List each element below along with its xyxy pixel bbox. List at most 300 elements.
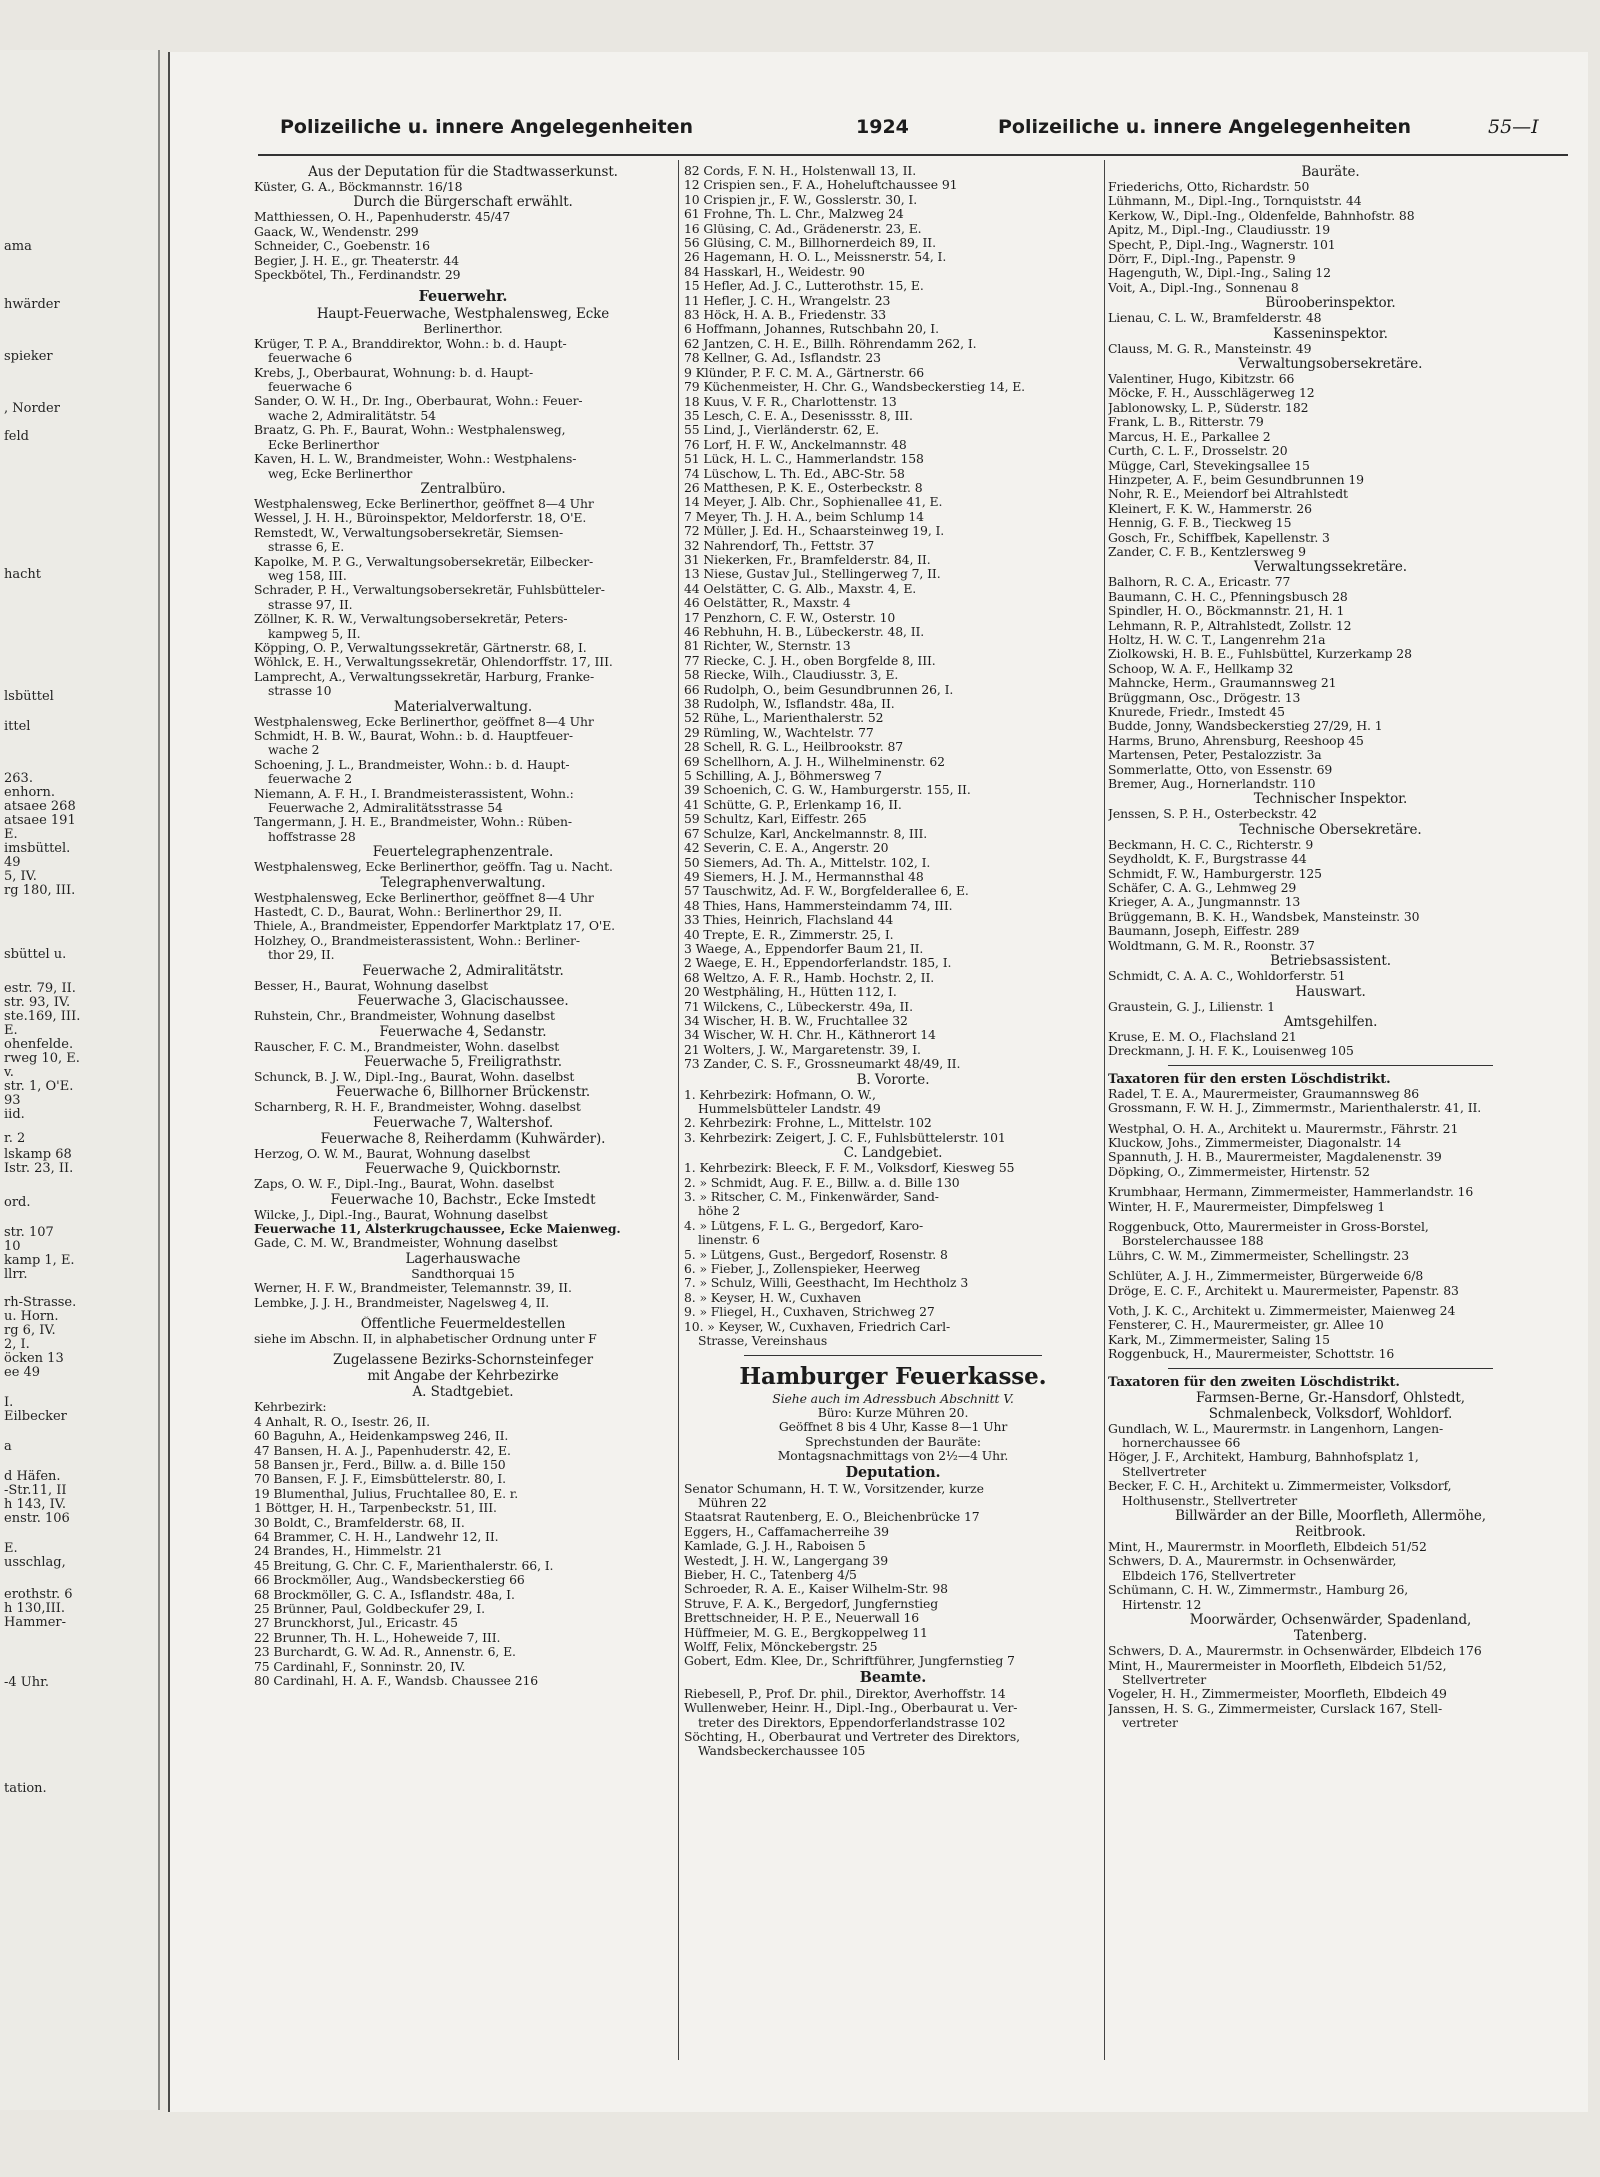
directory-entry: Gaack, W., Wendenstr. 299 xyxy=(254,224,419,239)
entry-continuation: Hirtenstr. 12 xyxy=(1122,1597,1202,1612)
directory-entry: 58 Riecke, Wilh., Claudiusstr. 3, E. xyxy=(684,668,899,683)
directory-entry: Clauss, M. G. R., Mansteinstr. 49 xyxy=(1108,341,1312,356)
section-heading: Moorwärder, Ochsenwärder, Spadenland, xyxy=(1189,1612,1472,1629)
directory-entry: Remstedt, W., Verwaltungsobersekretär, Siemsen- xyxy=(254,525,564,540)
directory-entry: 47 Bansen, H. A. J., Papenhuderstr. 42, E. xyxy=(254,1443,511,1458)
directory-entry: Hüffmeier, M. G. E., Bergkoppelweg 11 xyxy=(684,1625,928,1640)
directory-entry: Kamlade, G. J. H., Raboisen 5 xyxy=(684,1539,866,1554)
directory-entry: 7. » Schulz, Willi, Geesthacht, Im Hechtholz 3 xyxy=(684,1276,969,1291)
entry-continuation: Hummelsbütteler Landstr. 49 xyxy=(698,1102,881,1116)
directory-entry: Voth, J. K. C., Architekt u. Zimmermeister, Maienweg 24 xyxy=(1108,1304,1456,1318)
previous-page-text: E. xyxy=(4,1541,18,1556)
directory-entry: 12 Crispien sen., F. A., Hoheluftchaussee 91 xyxy=(684,178,958,193)
directory-entry: 26 Hagemann, H. O. L., Meissnerstr. 54, I. xyxy=(684,250,947,265)
column-divider xyxy=(1104,160,1105,2060)
directory-entry: 1. Kehrbezirk: Hofmann, O. W., xyxy=(684,1087,876,1102)
directory-entry: 23 Burchardt, G. W. Ad. R., Annenstr. 6, E. xyxy=(254,1645,516,1660)
directory-entry: Baumann, Joseph, Eiffestr. 289 xyxy=(1108,924,1300,939)
directory-entry: 83 Höck, H. A. B., Friedenstr. 33 xyxy=(684,308,887,323)
directory-entry: 17 Penzhorn, C. F. W., Osterstr. 10 xyxy=(684,610,896,625)
directory-entry: Scharnberg, R. H. F., Brandmeister, Wohng. daselbst xyxy=(254,1100,581,1115)
previous-page-text: ee 49 xyxy=(4,1365,41,1380)
directory-entry: 8. » Keyser, H. W., Cuxhaven xyxy=(684,1290,862,1305)
directory-entry: 49 Siemers, H. J. M., Hermannsthal 48 xyxy=(684,869,924,884)
column-divider xyxy=(678,160,679,2060)
directory-entry: 59 Schultz, Karl, Eiffestr. 265 xyxy=(684,812,867,827)
directory-entry: Eggers, H., Caffamacherreihe 39 xyxy=(684,1524,889,1539)
directory-entry: 55 Lind, J., Vierländerstr. 62, E. xyxy=(684,423,879,438)
directory-entry: Schmidt, H. B. W., Baurat, Wohn.: b. d. Hauptfeuer- xyxy=(254,729,573,743)
directory-entry: 52 Rühe, L., Marienthalerstr. 52 xyxy=(684,711,884,726)
running-head-left: Polizeiliche u. innere Angelegenheiten xyxy=(280,116,694,138)
directory-entry: 26 Matthesen, P. K. E., Osterbeckstr. 8 xyxy=(684,480,923,495)
directory-entry: 1 Böttger, H. H., Tarpenbeckstr. 51, III. xyxy=(254,1501,497,1516)
directory-entry: 64 Brammer, C. H. H., Landwehr 12, II. xyxy=(254,1530,499,1545)
previous-page-text: ama xyxy=(4,239,32,254)
directory-entry: Krieger, A. A., Jungmannstr. 13 xyxy=(1108,895,1301,910)
directory-entry: Kark, M., Zimmermeister, Saling 15 xyxy=(1108,1332,1330,1347)
previous-page-text: v. xyxy=(4,1065,14,1080)
directory-entry: 61 Frohne, Th. L. Chr., Malzweg 24 xyxy=(684,207,904,222)
previous-page-edge xyxy=(0,50,160,2110)
directory-entry: Radel, T. E. A., Maurermeister, Graumannsweg 86 xyxy=(1108,1086,1420,1101)
directory-entry: Roggenbuck, H., Maurermeister, Schottstr. 16 xyxy=(1108,1347,1395,1362)
entry-continuation: kampweg 5, II. xyxy=(268,626,361,641)
directory-entry: 77 Riecke, C. J. H., oben Borgfelde 8, III. xyxy=(684,653,936,668)
directory-entry: 32 Nahrendorf, Th., Fettstr. 37 xyxy=(684,538,875,553)
directory-entry: Mint, H., Maurermstr. in Moorfleth, Elbdeich 51/52 xyxy=(1108,1540,1427,1555)
page-number: 55—I xyxy=(1488,116,1539,138)
directory-entry: Feuerwache 11, Alsterkrugchaussee, Ecke Maienweg. xyxy=(254,1221,621,1236)
directory-entry: Kerkow, W., Dipl.-Ing., Oldenfelde, Bahnhofstr. 88 xyxy=(1108,208,1415,223)
directory-entry: 30 Boldt, C., Bramfelderstr. 68, II. xyxy=(254,1515,465,1530)
directory-entry: Speckbötel, Th., Ferdinandstr. 29 xyxy=(254,268,461,283)
directory-entry: Wullenweber, Heinr. H., Dipl.-Ing., Oberbaurat u. Ver- xyxy=(684,1701,1018,1716)
directory-entry: Winter, H. F., Maurermeister, Dimpfelsweg 1 xyxy=(1108,1199,1385,1214)
previous-page-text: lsbüttel xyxy=(4,689,54,704)
section-heading: Technischer Inspektor. xyxy=(1253,791,1408,808)
directory-entry: 57 Tauschwitz, Ad. F. W., Borgfelderallee 6, E. xyxy=(684,884,969,899)
directory-entry: Lehmann, R. P., Altrahlstedt, Zollstr. 12 xyxy=(1108,618,1352,633)
section-heading: Billwärder an der Bille, Moorfleth, Allermöhe, xyxy=(1175,1508,1486,1525)
directory-entry: 34 Wischer, W. H. Chr. H., Käthnerort 14 xyxy=(684,1028,936,1043)
directory-entry: Köpping, O. P., Verwaltungssekretär, Gärtnerstr. 68, I. xyxy=(254,640,587,655)
entry-continuation: höhe 2 xyxy=(698,1204,740,1219)
previous-page-text: 2, I. xyxy=(4,1337,30,1352)
entry-continuation: strasse 97, II. xyxy=(268,597,353,612)
entry-continuation: strasse 10 xyxy=(268,684,332,699)
previous-page-text: 10 xyxy=(4,1239,21,1254)
previous-page-text: estr. 79, II. xyxy=(4,981,76,996)
previous-page-text: sbüttel u. xyxy=(4,947,67,962)
previous-page-text: h 143, IV. xyxy=(4,1497,66,1512)
entry-continuation: hornerchaussee 66 xyxy=(1122,1436,1241,1451)
section-heading: Bürooberinspektor. xyxy=(1265,295,1396,312)
directory-entry: Höger, J. F., Architekt, Hamburg, Bahnhofsplatz 1, xyxy=(1108,1450,1419,1465)
entry-continuation: vertreter xyxy=(1122,1716,1178,1731)
directory-entry: 9 Klünder, P. F. C. M. A., Gärtnerstr. 66 xyxy=(684,365,925,380)
previous-page-text: -Str.11, II xyxy=(4,1483,67,1498)
directory-entry: Berlinerthor. xyxy=(423,322,503,337)
directory-entry: 13 Niese, Gustav Jul., Stellingerweg 7, II. xyxy=(684,567,941,582)
directory-entry: 75 Cardinahl, F., Sonninstr. 20, IV. xyxy=(254,1659,466,1674)
directory-entry: Schwers, D. A., Maurermstr. in Ochsenwärder, Elbdeich 176 xyxy=(1108,1644,1482,1659)
previous-page-text: usschlag, xyxy=(4,1555,66,1570)
directory-entry: 5 Schilling, A. J., Böhmersweg 7 xyxy=(684,769,882,784)
directory-entry: 68 Weltzo, A. F. R., Hamb. Hochstr. 2, II. xyxy=(684,970,935,985)
previous-page-text: rh-Strasse. xyxy=(4,1295,77,1310)
directory-entry: 69 Schellhorn, A. J. H., Wilhelminenstr. 62 xyxy=(684,754,945,769)
directory-entry: Dörr, F., Dipl.-Ing., Papenstr. 9 xyxy=(1108,252,1296,267)
directory-entry: 3. Kehrbezirk: Zeigert, J. C. F., Fuhlsbüttelerstr. 101 xyxy=(684,1130,1006,1145)
section-heading: Reitbrook. xyxy=(1295,1524,1366,1541)
directory-entry: Krüger, T. P. A., Branddirektor, Wohn.: b. d. Haupt- xyxy=(254,336,567,351)
running-head-right: Polizeiliche u. innere Angelegenheiten xyxy=(998,116,1412,138)
directory-entry: 7 Meyer, Th. J. H. A., beim Schlump 14 xyxy=(684,509,924,524)
section-heading: Telegraphenverwaltung. xyxy=(380,874,546,891)
previous-page-text: 49 xyxy=(4,855,21,870)
entry-continuation: Stellvertreter xyxy=(1122,1464,1207,1479)
directory-entry: Curth, C. L. F., Drosselstr. 20 xyxy=(1108,444,1288,459)
directory-entry: Hennig, G. F. B., Tieckweg 15 xyxy=(1108,516,1292,531)
directory-entry: 66 Brockmöller, Aug., Wandsbeckerstieg 66 xyxy=(254,1573,525,1588)
directory-entry: Sander, O. W. H., Dr. Ing., Oberbaurat, Wohn.: Feuer- xyxy=(254,394,583,409)
directory-entry: Büro: Kurze Mühren 20. xyxy=(817,1405,969,1420)
directory-entry: 81 Richter, W., Sternstr. 13 xyxy=(684,639,851,654)
header-rule xyxy=(258,154,1568,156)
entry-continuation: Mühren 22 xyxy=(698,1495,767,1510)
directory-entry: 9. » Fliegel, H., Cuxhaven, Strichweg 27 xyxy=(684,1305,935,1320)
directory-entry: Westphalensweg, Ecke Berlinerthor, geöffn. Tag u. Nacht. xyxy=(254,860,613,875)
directory-entry: Friederichs, Otto, Richardstr. 50 xyxy=(1108,180,1310,194)
section-heading: Hauswart. xyxy=(1295,983,1366,1000)
directory-entry: 11 Hefler, J. C. H., Wrangelstr. 23 xyxy=(684,293,891,308)
section-heading: Verwaltungsobersekretäre. xyxy=(1238,356,1423,373)
previous-page-text: iid. xyxy=(4,1107,25,1122)
directory-entry: Hastedt, C. D., Baurat, Wohn.: Berlinerthor 29, II. xyxy=(254,905,562,920)
previous-page-text: llrr. xyxy=(4,1267,28,1282)
directory-entry: Specht, P., Dipl.-Ing., Wagnerstr. 101 xyxy=(1108,237,1336,252)
directory-entry: Schäfer, C. A. G., Lehmweg 29 xyxy=(1108,881,1297,896)
directory-entry: Döpking, O., Zimmermeister, Hirtenstr. 52 xyxy=(1108,1164,1370,1179)
directory-entry: Rauscher, F. C. M., Brandmeister, Wohn. daselbst xyxy=(254,1039,560,1054)
section-heading: Kasseninspektor. xyxy=(1273,325,1388,342)
directory-entry: Hinzpeter, A. F., beim Gesundbrunnen 19 xyxy=(1108,472,1364,487)
directory-entry: 70 Bansen, F. J. F., Eimsbüttelerstr. 80, I. xyxy=(254,1472,507,1487)
section-heading: Zentralbüro. xyxy=(420,480,506,497)
entry-continuation: Wandsbeckerchaussee 105 xyxy=(698,1744,866,1759)
directory-entry: 74 Lüschow, L. Th. Ed., ABC-Str. 58 xyxy=(684,466,905,481)
directory-entry: 38 Rudolph, W., Isflandstr. 48a, II. xyxy=(684,697,895,712)
column-left xyxy=(254,164,672,2074)
directory-entry: Brettschneider, H. P. E., Neuerwall 16 xyxy=(684,1611,920,1626)
previous-page-text: 93 xyxy=(4,1093,21,1108)
section-heading: Betriebsassistent. xyxy=(1270,953,1391,970)
directory-entry: Kleinert, F. K. W., Hammerstr. 26 xyxy=(1108,501,1312,516)
directory-entry: Krebs, J., Oberbaurat, Wohnung: b. d. Haupt- xyxy=(254,365,534,380)
directory-entry: Wessel, J. H. H., Büroinspektor, Meldorferstr. 18, O'E. xyxy=(254,511,587,526)
directory-entry: 80 Cardinahl, H. A. F., Wandsb. Chaussee 216 xyxy=(254,1674,539,1689)
directory-entry: 10. » Keyser, W., Cuxhaven, Friedrich Carl- xyxy=(684,1319,951,1334)
previous-page-text: , Norder xyxy=(4,401,60,416)
directory-entry: 68 Brockmöller, G. C. A., Isflandstr. 48a, I. xyxy=(254,1587,515,1602)
page-binding-edge xyxy=(168,52,170,2112)
directory-entry: 35 Lesch, C. E. A., Desenissstr. 8, III. xyxy=(684,408,913,423)
directory-entry: Braatz, G. Ph. F., Baurat, Wohn.: Westphalensweg, xyxy=(254,423,566,438)
directory-entry: Montagsnachmittags von 2½—4 Uhr. xyxy=(777,1449,1009,1464)
directory-entry: Seydholdt, K. F., Burgstrasse 44 xyxy=(1108,852,1307,867)
directory-entry: 15 Hefler, Ad. J. C., Lutterothstr. 15, E. xyxy=(684,279,924,294)
directory-entry: Lamprecht, A., Verwaltungssekretär, Harburg, Franke- xyxy=(254,669,595,684)
section-heading: Feuerwache 3, Glacischaussee. xyxy=(357,993,569,1010)
directory-entry: 31 Niekerken, Fr., Bramfelderstr. 84, II. xyxy=(684,552,931,567)
previous-page-text: -4 Uhr. xyxy=(4,1675,50,1690)
previous-page-text: erothstr. 6 xyxy=(4,1587,73,1602)
previous-page-text: rweg 10, E. xyxy=(4,1051,80,1066)
section-heading: Öffentliche Feuermeldestellen xyxy=(360,1315,566,1332)
entry-continuation: feuerwache 6 xyxy=(268,380,353,395)
directory-entry: 45 Breitung, G. Chr. C. F., Marienthalerstr. 66, I. xyxy=(254,1558,554,1573)
directory-entry: Frank, L. B., Ritterstr. 79 xyxy=(1108,415,1264,430)
directory-entry: Schwers, D. A., Maurermstr. in Ochsenwärder, xyxy=(1108,1554,1397,1569)
section-heading: Hamburger Feuerkasse. xyxy=(739,1362,1047,1390)
previous-page-text: a xyxy=(4,1439,12,1454)
directory-entry: Dröge, E. C. F., Architekt u. Maurermeister, Papenstr. 83 xyxy=(1108,1283,1459,1298)
directory-entry: 5. » Lütgens, Gust., Bergedorf, Rosenstr. 8 xyxy=(684,1247,948,1262)
directory-entry: 33 Thies, Heinrich, Flachsland 44 xyxy=(684,913,894,928)
directory-entry: 48 Thies, Hans, Hammersteindamm 74, III. xyxy=(684,898,953,913)
directory-entry: Westphal, O. H. A., Architekt u. Maurermstr., Fährstr. 21 xyxy=(1108,1121,1459,1136)
directory-entry: 1. Kehrbezirk: Bleeck, F. F. M., Volksdorf, Kiesweg 55 xyxy=(684,1161,1015,1176)
directory-entry: 19 Blumenthal, Julius, Fruchtallee 80, E. r. xyxy=(254,1486,519,1501)
directory-entry: Gade, C. M. W., Brandmeister, Wohnung daselbst xyxy=(254,1236,558,1251)
directory-entry: 10 Crispien jr., F. W., Gosslerstr. 30, I. xyxy=(684,192,918,207)
directory-entry: Kruse, E. M. O., Flachsland 21 xyxy=(1108,1029,1297,1044)
directory-entry: 2. Kehrbezirk: Frohne, L., Mittelstr. 102 xyxy=(684,1116,932,1131)
directory-entry: 56 Glüsing, C. M., Billhornerdeich 89, II. xyxy=(684,236,936,251)
directory-entry: Geöffnet 8 bis 4 Uhr, Kasse 8—1 Uhr xyxy=(778,1420,1008,1435)
previous-page-text: imsbüttel. xyxy=(4,841,71,856)
previous-page-text: ste.169, III. xyxy=(4,1009,81,1024)
section-heading: mit Angabe der Kehrbezirke xyxy=(367,1368,559,1385)
directory-entry: 4 Anhalt, R. O., Isestr. 26, II. xyxy=(254,1414,430,1429)
previous-page-text: E. xyxy=(4,1023,18,1038)
column-right xyxy=(1108,164,1553,2074)
previous-page-text: atsaee 268 xyxy=(4,799,76,814)
directory-entry: Graustein, G. J., Lilienstr. 1 xyxy=(1108,999,1275,1014)
directory-entry: Schrader, P. H., Verwaltungsobersekretär, Fuhlsbütteler- xyxy=(254,583,605,598)
section-heading: Deputation. xyxy=(845,1463,941,1481)
directory-entry: 82 Cords, F. N. H., Holstenwall 13, II. xyxy=(684,164,917,178)
directory-entry: 39 Schoenich, C. G. W., Hamburgerstr. 155, II. xyxy=(684,783,971,798)
directory-entry: Baumann, C. H. C., Pfenningsbusch 28 xyxy=(1108,589,1348,604)
section-heading: Taxatoren für den zweiten Löschdistrikt. xyxy=(1108,1374,1400,1390)
directory-entry: siehe im Abschn. II, in alphabetischer Ordnung unter F xyxy=(254,1331,597,1346)
section-heading: Durch die Bürgerschaft erwählt. xyxy=(353,194,573,211)
directory-entry: 4. » Lütgens, F. L. G., Bergedorf, Karo- xyxy=(684,1218,924,1233)
entry-continuation: Ecke Berlinerthor xyxy=(268,437,379,452)
directory-entry: Kaven, H. L. W., Brandmeister, Wohn.: Westphalens- xyxy=(254,452,577,467)
previous-page-text: E. xyxy=(4,827,18,842)
directory-entry: 3. » Ritscher, C. M., Finkenwärder, Sand- xyxy=(684,1190,939,1205)
directory-entry: Thiele, A., Brandmeister, Eppendorfer Marktplatz 17, O'E. xyxy=(254,919,615,934)
directory-entry: 76 Lorf, H. F. W., Anckelmannstr. 48 xyxy=(684,437,907,452)
previous-page-text: ord. xyxy=(4,1195,31,1210)
directory-entry: 27 Brunckhorst, Jul., Ericastr. 45 xyxy=(254,1616,458,1631)
previous-page-text: atsaee 191 xyxy=(4,813,76,828)
directory-entry: Lembke, J. J. H., Brandmeister, Nagelsweg 4, II. xyxy=(254,1295,550,1310)
directory-entry: Bieber, H. C., Tatenberg 4/5 xyxy=(684,1567,857,1582)
directory-entry: 84 Hasskarl, H., Weidestr. 90 xyxy=(684,264,865,279)
section-heading: Feuerwache 9, Quickbornstr. xyxy=(365,1161,561,1178)
directory-entry: Woldtmann, G. M. R., Roonstr. 37 xyxy=(1108,938,1315,953)
directory-entry: Küster, G. A., Böckmannstr. 16/18 xyxy=(254,180,463,194)
previous-page-text: hwärder xyxy=(4,297,60,312)
entry-continuation: Elbdeich 176, Stellvertreter xyxy=(1122,1568,1296,1583)
entry-continuation: weg, Ecke Berlinerthor xyxy=(268,466,413,481)
directory-page xyxy=(168,52,1588,2112)
entry-continuation: feuerwache 2 xyxy=(268,772,353,787)
directory-entry: Besser, H., Baurat, Wohnung daselbst xyxy=(254,978,488,993)
previous-page-text: ittel xyxy=(4,719,31,734)
previous-page-text: feld xyxy=(4,429,29,444)
directory-entry: 25 Brünner, Paul, Goldbeckufer 29, I. xyxy=(254,1602,485,1617)
section-rule xyxy=(1168,1065,1493,1066)
previous-page-text: ohenfelde. xyxy=(4,1037,74,1052)
previous-page-text: str. 107 xyxy=(4,1225,54,1240)
directory-entry: Beckmann, H. C. C., Richterstr. 9 xyxy=(1108,837,1314,852)
section-heading: Taxatoren für den ersten Löschdistrikt. xyxy=(1108,1071,1391,1087)
entry-continuation: Holthusenstr., Stellvertreter xyxy=(1122,1493,1298,1508)
directory-entry: 22 Brunner, Th. H. L., Hoheweide 7, III. xyxy=(254,1630,501,1645)
directory-entry: Roggenbuck, Otto, Maurermeister in Gross-Borstel, xyxy=(1108,1219,1429,1234)
directory-entry: Holzhey, O., Brandmeisterassistent, Wohn.: Berliner- xyxy=(254,933,580,948)
directory-entry: 6. » Fieber, J., Zollenspieker, Heerweg xyxy=(684,1262,921,1277)
previous-page-text: 263. xyxy=(4,771,33,786)
previous-page-text: Eilbecker xyxy=(4,1409,67,1424)
directory-entry: Siehe auch im Adressbuch Abschnitt V. xyxy=(772,1391,1014,1406)
directory-entry: Kluckow, Johs., Zimmermeister, Diagonalstr. 14 xyxy=(1108,1135,1402,1150)
directory-entry: Schroeder, R. A. E., Kaiser Wilhelm-Str. 98 xyxy=(684,1582,948,1597)
directory-entry: 72 Müller, J. Ed. H., Schaarsteinweg 19, I. xyxy=(684,524,945,539)
directory-entry: Becker, F. C. H., Architekt u. Zimmermeister, Volksdorf, xyxy=(1108,1479,1452,1494)
directory-entry: 41 Schütte, G. P., Erlenkamp 16, II. xyxy=(684,797,902,812)
section-heading: Materialverwaltung. xyxy=(393,698,533,715)
previous-page-text: h 130,III. xyxy=(4,1601,65,1616)
directory-entry: Sprechstunden der Bauräte: xyxy=(805,1434,981,1449)
directory-entry: 79 Küchenmeister, H. Chr. G., Wandsbeckerstieg 14, E. xyxy=(684,380,1026,395)
directory-entry: 71 Wilckens, C., Lübeckerstr. 49a, II. xyxy=(684,999,913,1014)
entry-continuation: linenstr. 6 xyxy=(698,1233,760,1248)
section-heading: Beamte. xyxy=(859,1668,927,1686)
previous-page-text: d Häfen. xyxy=(4,1469,61,1484)
directory-entry: Schneider, C., Goebenstr. 16 xyxy=(254,239,430,254)
year-heading: 1924 xyxy=(856,116,909,138)
directory-entry: Riebesell, P., Prof. Dr. phil., Direktor, Averhoffstr. 14 xyxy=(684,1686,1006,1701)
directory-entry: 51 Lück, H. L. C., Hammerlandstr. 158 xyxy=(684,452,924,467)
directory-entry: Möcke, F. H., Ausschlägerweg 12 xyxy=(1108,386,1315,401)
directory-entry: 2 Waege, E. H., Eppendorferlandstr. 185, I. xyxy=(684,956,952,971)
previous-page-text: enstr. 106 xyxy=(4,1511,70,1526)
directory-entry: 18 Kuus, V. F. R., Charlottenstr. 13 xyxy=(684,394,897,409)
directory-entry: Schoening, J. L., Brandmeister, Wohn.: b. d. Haupt- xyxy=(254,757,570,772)
directory-entry: 6 Hoffmann, Johannes, Rutschbahn 20, I. xyxy=(684,322,939,337)
section-heading: Feuerwache 2, Admiralitätstr. xyxy=(362,962,564,979)
directory-entry: Kehrbezirk: xyxy=(254,1400,327,1415)
entry-continuation: Strasse, Vereinshaus xyxy=(698,1334,828,1349)
entry-continuation: Stellvertreter xyxy=(1122,1672,1207,1687)
section-heading: C. Landgebiet. xyxy=(843,1145,943,1162)
directory-entry: Ziolkowski, H. B. E., Fuhlsbüttel, Kurzerkamp 28 xyxy=(1108,647,1412,662)
directory-entry: Ruhstein, Chr., Brandmeister, Wohnung daselbst xyxy=(254,1009,555,1024)
section-heading: Lagerhauswache xyxy=(405,1250,521,1267)
directory-entry: Mahncke, Herm., Graumannsweg 21 xyxy=(1108,676,1337,691)
directory-entry: Dreckmann, J. H. F. K., Louisenweg 105 xyxy=(1108,1044,1354,1059)
directory-entry: 3 Waege, A., Eppendorfer Baum 21, II. xyxy=(684,941,924,956)
entry-continuation: strasse 6, E. xyxy=(268,540,345,555)
directory-entry: Sandthorquai 15 xyxy=(411,1266,515,1281)
entry-continuation: treter des Direktors, Eppendorferlandstrasse 102 xyxy=(698,1715,1006,1730)
directory-entry: Zöllner, K. R. W., Verwaltungsobersekretär, Peters- xyxy=(254,612,568,627)
previous-page-text: Istr. 23, II. xyxy=(4,1161,74,1176)
directory-entry: Fensterer, C. H., Maurermeister, gr. Allee 10 xyxy=(1108,1318,1384,1333)
directory-entry: Grossmann, F. W. H. J., Zimmermstr., Marienthalerstr. 41, II. xyxy=(1108,1101,1482,1116)
section-heading: Haupt-Feuerwache, Westphalensweg, Ecke xyxy=(316,306,610,323)
previous-page-text: spieker xyxy=(4,349,53,364)
directory-entry: 21 Wolters, J. W., Margaretenstr. 39, I. xyxy=(684,1042,921,1057)
directory-entry: Mügge, Carl, Stevekingsallee 15 xyxy=(1108,458,1310,473)
previous-page-text: enhorn. xyxy=(4,785,55,800)
entry-continuation: feuerwache 6 xyxy=(268,351,353,366)
directory-entry: 20 Westphäling, H., Hütten 112, I. xyxy=(684,985,897,1000)
directory-entry: 46 Rebhuhn, H. B., Lübeckerstr. 48, II. xyxy=(684,625,925,639)
directory-entry: Budde, Jonny, Wandsbeckerstieg 27/29, H. 1 xyxy=(1108,719,1383,734)
section-heading: Feuerwache 8, Reiherdamm (Kuhwärder). xyxy=(320,1130,606,1147)
directory-entry: Krumbhaar, Hermann, Zimmermeister, Hammerlandstr. 16 xyxy=(1108,1185,1474,1200)
directory-entry: 34 Wischer, H. B. W., Fruchtallee 32 xyxy=(684,1013,908,1028)
previous-page-text: str. 93, IV. xyxy=(4,995,71,1010)
directory-entry: Schmidt, C. A. A. C., Wohldorferstr. 51 xyxy=(1108,969,1346,984)
directory-entry: Wolff, Felix, Mönckebergstr. 25 xyxy=(684,1640,878,1654)
previous-page-text: r. 2 xyxy=(4,1131,26,1146)
directory-entry: Jablonowsky, L. P., Süderstr. 182 xyxy=(1108,400,1309,415)
section-heading: A. Stadtgebiet. xyxy=(412,1384,514,1401)
directory-entry: Knurede, Friedr., Imstedt 45 xyxy=(1108,705,1285,719)
directory-entry: Spindler, H. O., Böckmannstr. 21, H. 1 xyxy=(1108,604,1345,619)
directory-entry: Westedt, J. H. W., Langergang 39 xyxy=(684,1553,888,1568)
previous-page-text: tation. xyxy=(4,1781,47,1796)
directory-entry: Spannuth, J. H. B., Maurermeister, Magdalenenstr. 39 xyxy=(1108,1150,1442,1165)
directory-entry: Wilcke, J., Dipl.-Ing., Baurat, Wohnung daselbst xyxy=(254,1207,548,1222)
directory-entry: Struve, F. A. K., Bergedorf, Jungfernstieg xyxy=(684,1596,939,1611)
previous-page-text: rg 6, IV. xyxy=(4,1323,56,1338)
previous-page-text: I. xyxy=(4,1395,14,1410)
directory-entry: Sommerlatte, Otto, von Essenstr. 69 xyxy=(1108,762,1333,777)
section-heading: Technische Obersekretäre. xyxy=(1239,821,1422,838)
directory-entry: Janssen, H. S. G., Zimmermeister, Curslack 167, Stell- xyxy=(1108,1701,1443,1716)
directory-entry: 46 Oelstätter, R., Maxstr. 4 xyxy=(684,596,851,611)
directory-entry: Vogeler, H. H., Zimmermeister, Moorfleth, Elbdeich 49 xyxy=(1108,1687,1447,1702)
directory-entry: Zaps, O. W. F., Dipl.-Ing., Baurat, Wohn. daselbst xyxy=(254,1177,555,1192)
section-heading: Feuerwache 10, Bachstr., Ecke Imstedt xyxy=(330,1191,596,1208)
directory-entry: 60 Baguhn, A., Heidenkampsweg 246, II. xyxy=(254,1429,509,1444)
directory-entry: 50 Siemers, Ad. Th. A., Mittelstr. 102, I. xyxy=(684,855,931,870)
directory-entry: Begier, J. H. E., gr. Theaterstr. 44 xyxy=(254,253,460,268)
section-heading: Bauräte. xyxy=(1301,164,1360,180)
section-heading: Zugelassene Bezirks-Schornsteinfeger xyxy=(333,1352,593,1369)
entry-continuation: Borstelerchaussee 188 xyxy=(1122,1234,1264,1249)
section-heading: Feuertelegraphenzentrale. xyxy=(372,844,554,861)
